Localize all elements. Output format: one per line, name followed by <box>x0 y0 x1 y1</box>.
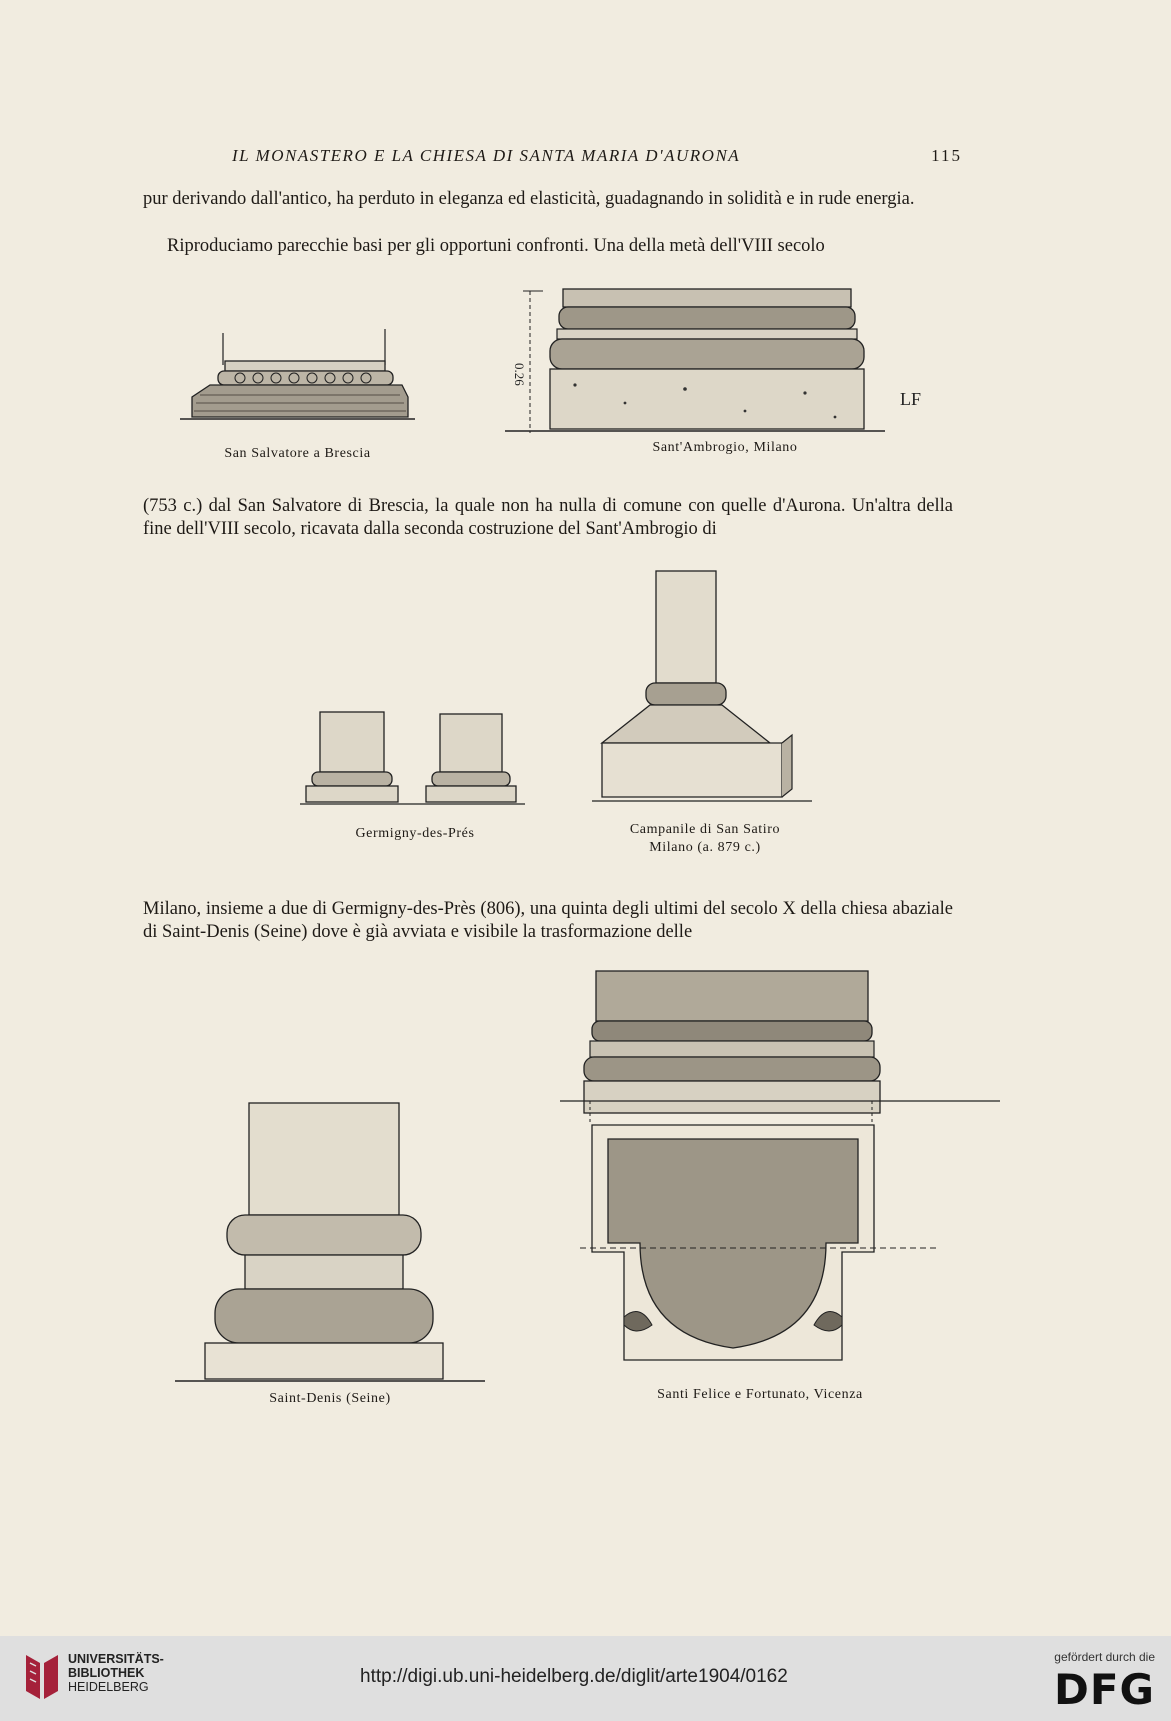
figure-santi-felice-base <box>560 965 1000 1375</box>
paragraph-1: pur derivando dall'antico, ha perduto in eleganza ed elasticità, guadagnando in solidità e in rude energia. <box>143 189 915 209</box>
figure-san-salvatore-base <box>180 325 415 440</box>
caption-germigny: Germigny-des-Prés <box>355 826 475 841</box>
figure-campanile-base <box>592 565 812 813</box>
page-url-link[interactable]: http://digi.ub.uni-heidelberg.de/diglit/arte1904/0162 <box>360 1666 788 1687</box>
caption-campanile-line2: Milano (a. 879 c.) <box>649 840 761 855</box>
paragraph-2: Riproduciamo parecchie basi per gli opportuni confronti. Una della metà dell'VIII secolo <box>167 236 825 256</box>
university-library-logo-icon <box>24 1651 62 1703</box>
caption-santi-felice: Santi Felice e Fortunato, Vicenza <box>657 1387 863 1402</box>
caption-saint-denis: Saint-Denis (Seine) <box>269 1391 391 1406</box>
header-title: IL MONASTERO E LA CHIESA DI SANTA MARIA D'AURONA <box>232 146 741 165</box>
monogram-mark: LF <box>900 389 922 409</box>
figure-germigny-bases <box>300 700 525 815</box>
caption-sant-ambrogio: Sant'Ambrogio, Milano <box>652 440 798 455</box>
figure-sant-ambrogio-base <box>505 285 930 440</box>
library-name: UNIVERSITÄTS- BIBLIOTHEK HEIDELBERG <box>68 1652 164 1694</box>
dimension-label: 0.26 <box>512 363 527 386</box>
figure-saint-denis-base <box>175 1085 485 1385</box>
funding-label: gefördert durch die <box>1054 1650 1155 1664</box>
page-number: 115 <box>931 146 962 165</box>
paragraph-4: Milano, insieme a due di Germigny-des-Près (806), una quinta degli ultimi del secolo X della chiesa abaziale di Saint-Denis (Seine) dove è già avviata e visibile la trasformazione delle <box>143 899 953 942</box>
paragraph-3: (753 c.) dal San Salvatore di Brescia, la quale non ha nulla di comune con quelle d'Aurona. Un'altra della fine dell'VIII secolo, ricavata dalla seconda costruzione del Sant'Ambrogio di <box>143 496 953 539</box>
dfg-logo: DFG <box>1053 1665 1155 1714</box>
viewer-footer <box>0 1636 1171 1721</box>
caption-san-salvatore: San Salvatore a Brescia <box>224 446 371 461</box>
caption-campanile-line1: Campanile di San Satiro <box>629 822 781 837</box>
running-header <box>232 146 962 166</box>
